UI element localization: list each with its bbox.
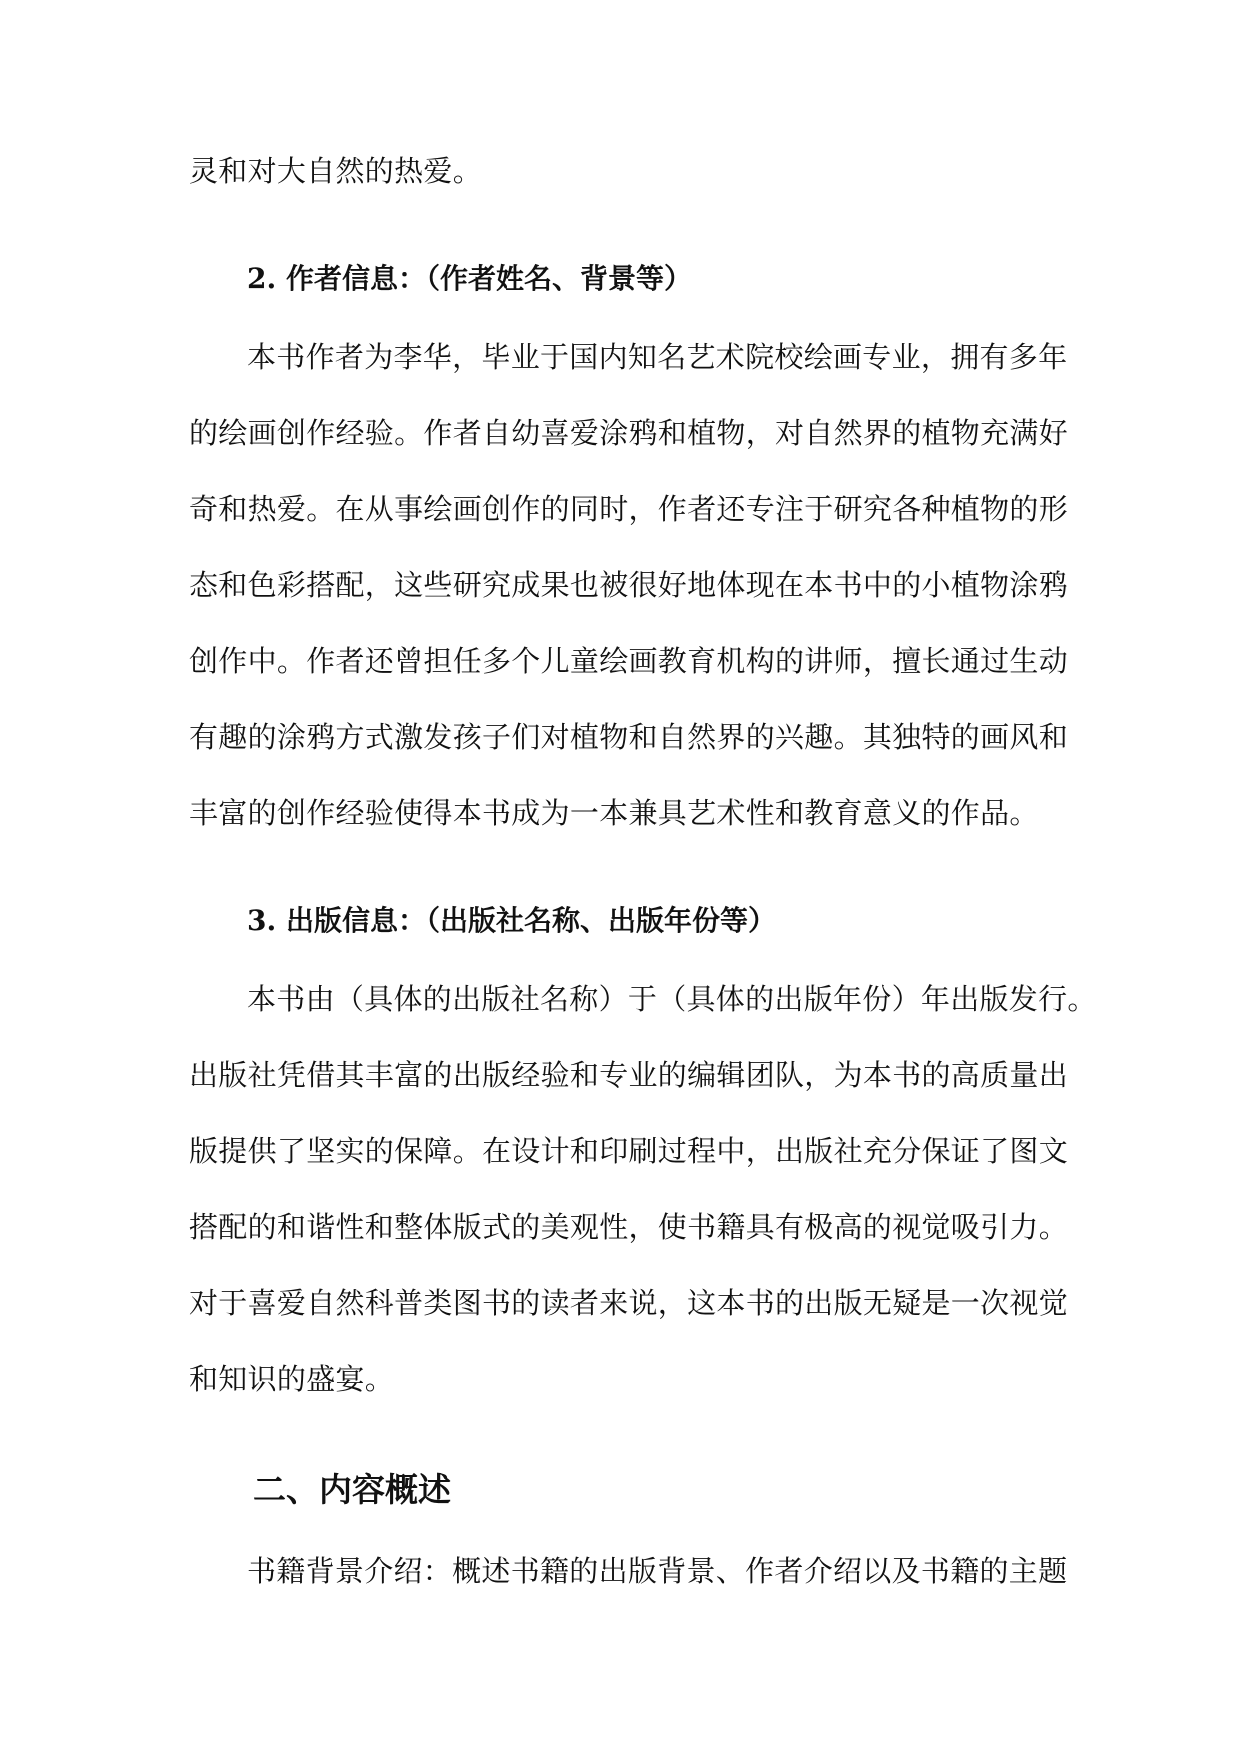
paragraph-line: 的绘画创作经验。作者自幼喜爱涂鸦和植物，对自然界的植物充满好 bbox=[189, 416, 1069, 450]
paragraph-line: 本书作者为李华，毕业于国内知名艺术院校绘画专业，拥有多年 bbox=[247, 340, 1068, 374]
paragraph-line: 对于喜爱自然科普类图书的读者来说，这本书的出版无疑是一次视觉 bbox=[189, 1286, 1069, 1320]
paragraph-line: 丰富的创作经验使得本书成为一本兼具艺术性和教育意义的作品。 bbox=[189, 796, 1039, 830]
paragraph-line: 本书由（具体的出版社名称）于（具体的出版年份）年出版发行。 bbox=[247, 982, 1097, 1016]
paragraph-line: 奇和热爱。在从事绘画创作的同时，作者还专注于研究各种植物的形 bbox=[189, 492, 1069, 526]
chapter-heading-content-overview: 二、内容概述 bbox=[253, 1470, 451, 1509]
section-heading-publishing-info: 3. 出版信息：（出版社名称、出版年份等） bbox=[247, 904, 776, 937]
paragraph-line: 创作中。作者还曾担任多个儿童绘画教育机构的讲师，擅长通过生动 bbox=[189, 644, 1069, 678]
paragraph-line: 和知识的盛宴。 bbox=[189, 1362, 395, 1396]
paragraph-line: 灵和对大自然的热爱。 bbox=[189, 154, 483, 188]
paragraph-line: 出版社凭借其丰富的出版经验和专业的编辑团队，为本书的高质量出 bbox=[189, 1058, 1069, 1092]
paragraph-line: 有趣的涂鸦方式激发孩子们对植物和自然界的兴趣。其独特的画风和 bbox=[189, 720, 1069, 754]
paragraph-line: 版提供了坚实的保障。在设计和印刷过程中，出版社充分保证了图文 bbox=[189, 1134, 1069, 1168]
section-heading-author-info: 2. 作者信息：（作者姓名、背景等） bbox=[247, 262, 692, 295]
paragraph-line: 搭配的和谐性和整体版式的美观性，使书籍具有极高的视觉吸引力。 bbox=[189, 1210, 1069, 1244]
paragraph-line: 书籍背景介绍：概述书籍的出版背景、作者介绍以及书籍的主题 bbox=[247, 1554, 1068, 1588]
paragraph-line: 态和色彩搭配，这些研究成果也被很好地体现在本书中的小植物涂鸦 bbox=[189, 568, 1069, 602]
